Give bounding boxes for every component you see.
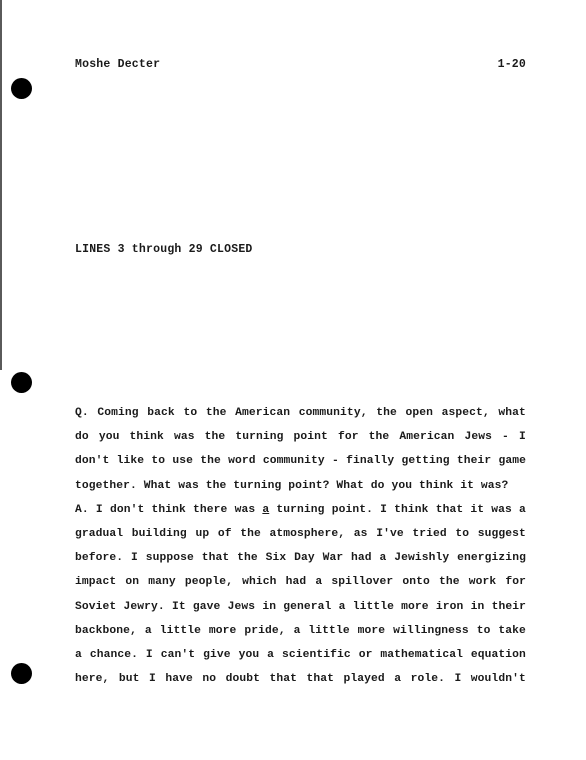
transcript-line: a chance. I can't give you a scientific or mathematical equation [75,648,526,661]
transcript-line: together. What was the turning point? What do you think it was? [75,479,509,492]
interviewee-name: Moshe Decter [75,58,161,71]
page-header [75,58,526,71]
transcript-line: before. I suppose that the Six Day War had a Jewishly energizing [75,552,526,565]
page-number: 1-20 [497,58,526,71]
punch-hole-middle [11,372,32,393]
transcript-line: impact on many people, which had a spillover onto the work for [75,576,526,589]
punch-hole-top [11,78,32,99]
page-edge-line [0,0,2,370]
transcript-line: do you think was the turning point for the American Jews - I [75,431,526,444]
transcript-line: backbone, a little more pride, a little more willingness to take [75,624,526,637]
transcript-line: gradual building up of the atmosphere, as I've tried to suggest [75,527,526,540]
transcript-line: Q. Coming back to the American community, the open aspect, what [75,407,526,419]
transcript-line: here, but I have no doubt that that played a role. I wouldn't [75,673,526,686]
transcript-body [75,401,526,691]
punch-hole-bottom [11,663,32,684]
closed-lines-note: LINES 3 through 29 CLOSED [75,243,253,256]
transcript-line: don't like to use the word community - finally getting their game [75,455,526,468]
transcript-line: Soviet Jewry. It gave Jews in general a little more iron in their [75,600,526,613]
transcript-line: A. I don't think there was a turning point. I think that it was a [75,503,526,516]
